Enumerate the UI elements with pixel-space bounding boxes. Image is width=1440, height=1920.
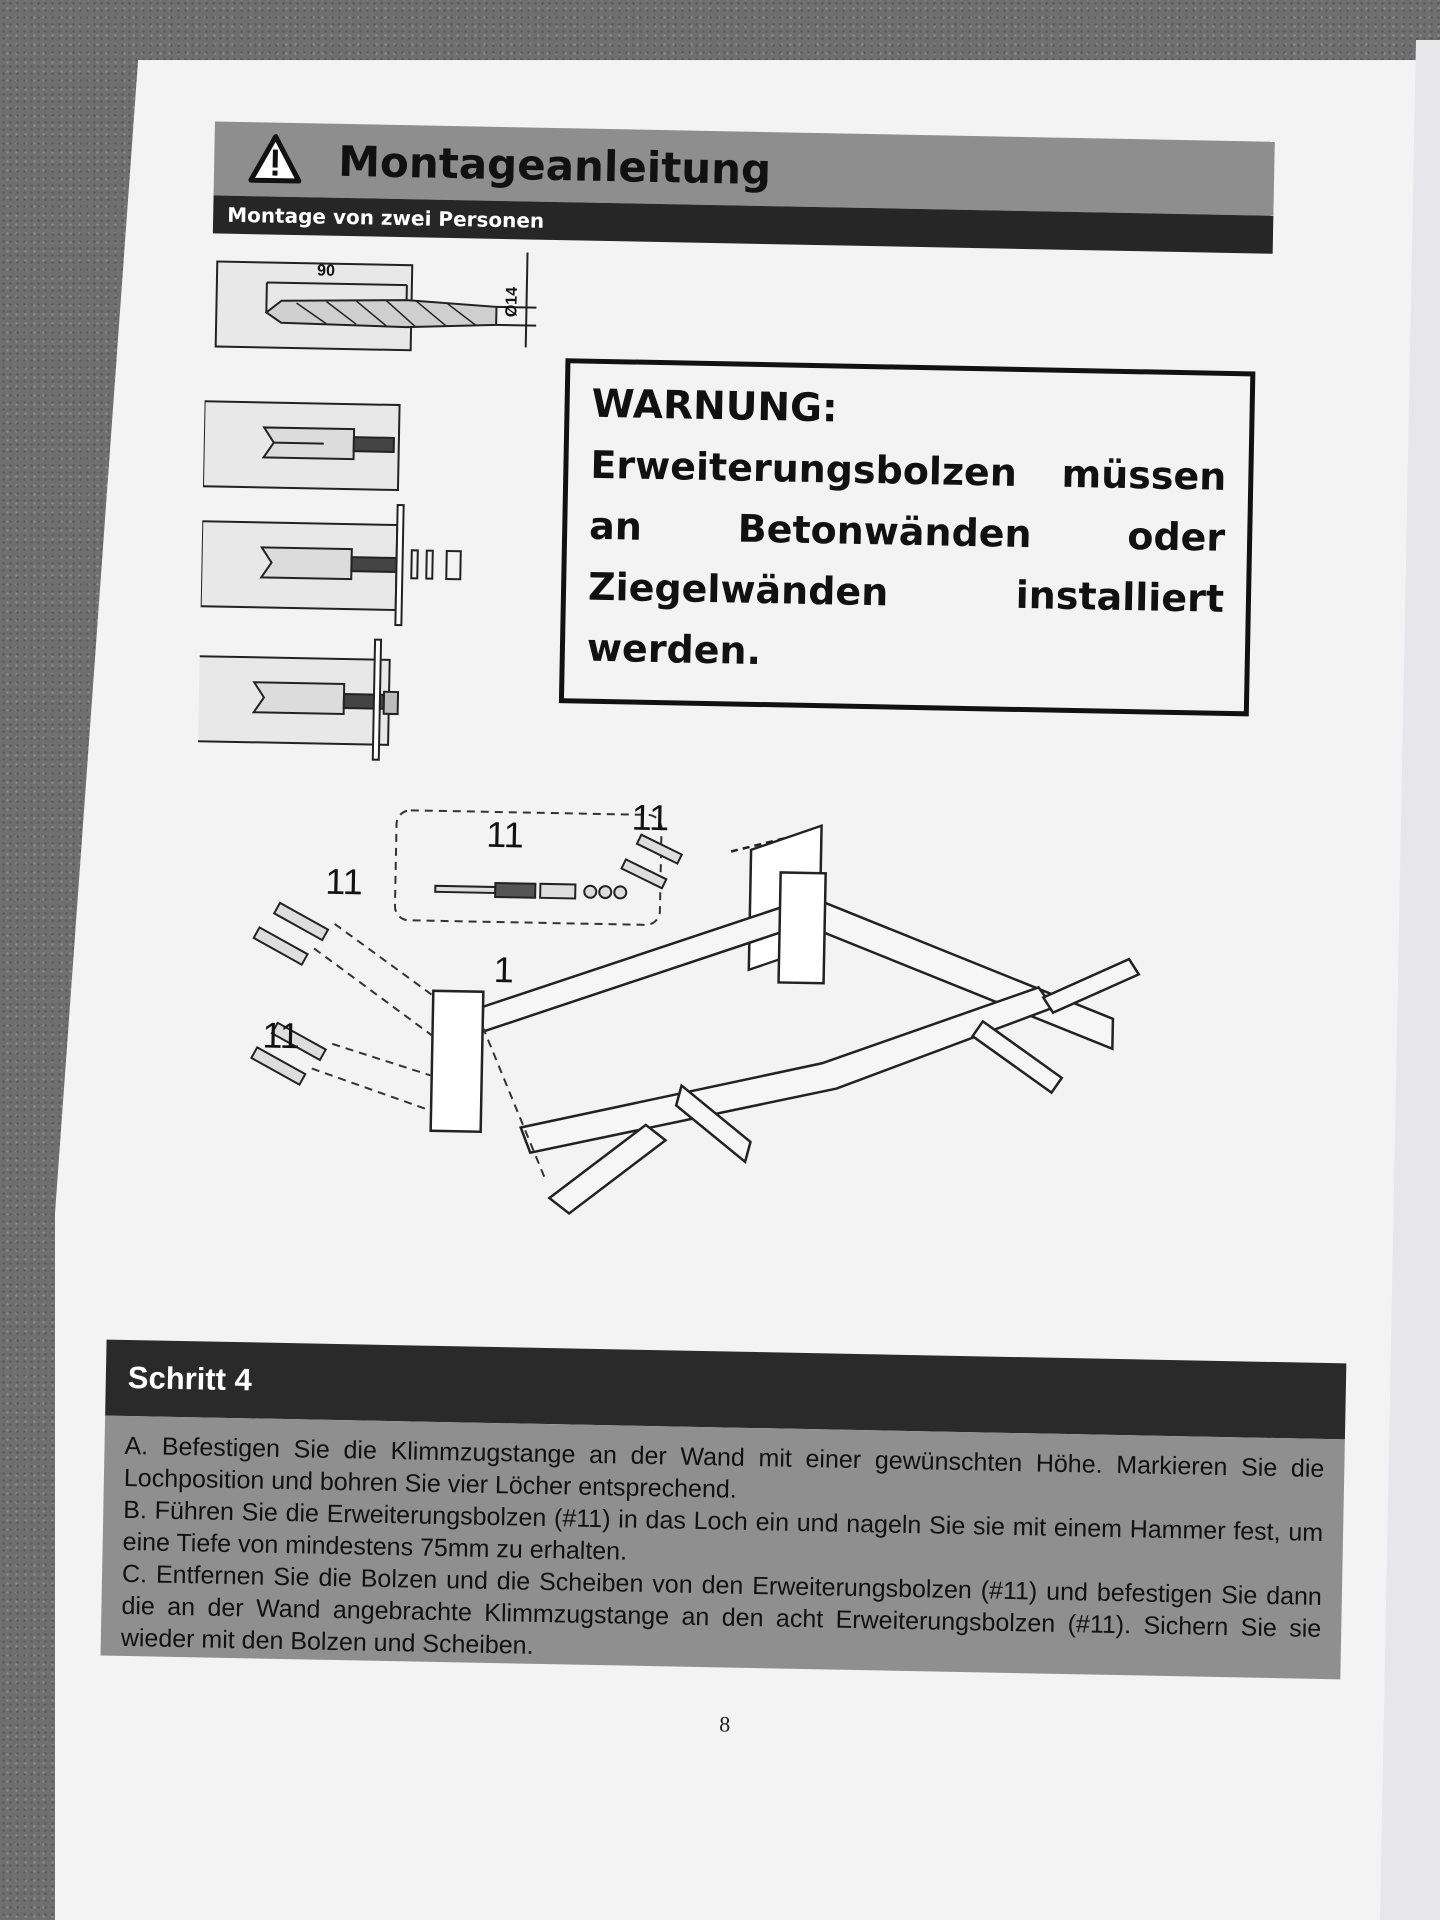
page-number: 8 xyxy=(719,1711,731,1737)
part-label-11-lower-left: 11 xyxy=(262,1014,301,1057)
part-label-11-right: 11 xyxy=(631,796,670,839)
page-title: Montageanleitung xyxy=(337,136,772,194)
subtitle: Montage von zwei Personen xyxy=(226,202,545,233)
step-title: Schritt 4 xyxy=(127,1360,253,1398)
pullup-bar-figure xyxy=(429,818,1141,1224)
drill-depth-label: 90 xyxy=(316,262,336,280)
manual-page xyxy=(109,120,1325,1782)
instruction-c: C. Entfernen Sie die Bolzen und die Scheiben von den Erweiterungsbolzen (#11) und befestigen Sie dann die an der Wand angebrachte Klimmzugstange an den acht Erweiterungsbolzen (#11). Sichern Sie sie wieder mit den Bolzen und Scheiben. xyxy=(120,1559,1323,1660)
anchor-fixed-figure xyxy=(193,636,399,760)
part-label-11-upper-left: 11 xyxy=(325,860,364,903)
warning-text: Erweiterungsbolzen müssen an Betonwänden oder Ziegelwänden installiert werden. xyxy=(586,442,1227,674)
warning-triangle-icon xyxy=(248,132,303,187)
anchor-insert-figure xyxy=(203,401,400,490)
instruction-b: B. Führen Sie die Erweiterungsbolzen (#11) in das Loch ein und nageln Sie sie mit einem Hammer fest, um eine Tiefe von mindestens 75mm zu erhalten. xyxy=(122,1495,1324,1566)
drill-step-figure xyxy=(216,247,538,353)
step-instructions xyxy=(101,1416,1345,1680)
anchor-bracket-figure xyxy=(200,501,461,626)
part-label-11-callout: 11 xyxy=(485,813,525,856)
warning-heading: WARNUNG: xyxy=(591,381,839,432)
drill-diameter-label: Ø14 xyxy=(503,286,521,318)
bolt-callout-parts xyxy=(435,882,626,900)
part-label-1: 1 xyxy=(493,948,515,991)
instruction-a: A. Befestigen Sie die Klimmzugstange an der Wand mit einer gewünschten Höhe. Markieren Sie die Lochposition und bohren Sie vier Löcher entsprechend. xyxy=(123,1431,1325,1504)
warning-box xyxy=(559,358,1255,716)
